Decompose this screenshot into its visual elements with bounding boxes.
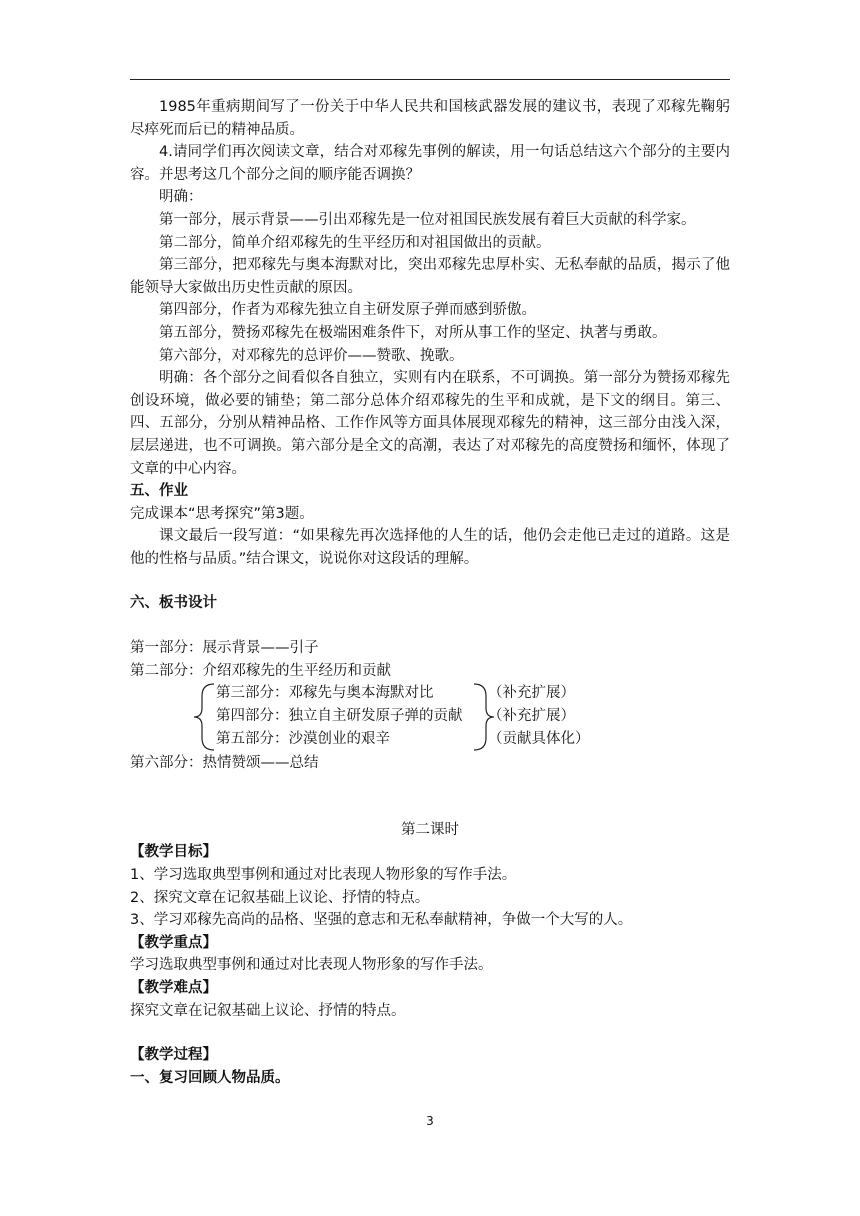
- question-4: 4.请同学们再次阅读文章，结合对邓稼先事例的解读，用一句话总结这六个部分的主要内容。并思考这几个部分之间的顺序能否调换？: [130, 144, 730, 183]
- board-group: [130, 682, 730, 774]
- difficulty-heading: 【教学难点】: [130, 980, 217, 996]
- key-heading: 【教学重点】: [130, 934, 217, 951]
- left-brace-icon: [194, 684, 214, 750]
- goal-1: 1、学习选取典型事例和通过对比表现人物形象的写作手法。: [130, 867, 517, 884]
- document-body: [130, 96, 730, 1089]
- difficulty-text: 探究文章在记叙基础上议论、抒情的特点。: [130, 1002, 406, 1019]
- process-heading: 【教学过程】: [130, 1047, 217, 1064]
- homework-heading: 五、作业: [130, 483, 188, 500]
- part-summary-1: 第一部分，展示背景——引出邓稼先是一位对祖国民族发展有着巨大贡献的科学家。: [159, 211, 696, 228]
- goal-2: 2、探究文章在记叙基础上议论、抒情的特点。: [130, 889, 430, 906]
- board-heading: 六、板书设计: [130, 595, 217, 612]
- page-number: 3: [426, 1114, 434, 1128]
- board-note-3: （补充扩展）: [488, 685, 575, 702]
- homework-line-2: 课文最后一段写道：“如果稼先再次选择他的人生的话，他仍会走他已走过的道路。这是他的性格与品质。”结合课文，说说你对这段话的理解。: [130, 528, 730, 567]
- key-text: 学习选取典型事例和通过对比表现人物形象的写作手法。: [130, 957, 493, 974]
- part-summary-6: 第六部分，对邓稼先的总评价——赞歌、挽歌。: [159, 347, 464, 364]
- part-summary-2: 第二部分，简单介绍邓稼先的生平经历和对祖国做出的贡献。: [159, 234, 551, 251]
- board-note-5: （贡献具体化）: [488, 731, 590, 748]
- board-part-3: 第三部分：邓稼先与奥本海默对比: [216, 685, 434, 702]
- part-summary-3: 第三部分，把邓稼先与奥本海默对比，突出邓稼先忠厚朴实、无私奉献的品质，揭示了他能领导大家做出历史性贡献的原因。: [130, 257, 730, 296]
- part-summary-4: 第四部分，作者为邓稼先独立自主研发原子弹而感到骄傲。: [159, 302, 536, 319]
- board-part-2: 第二部分：介绍邓稼先的生平经历和贡献: [130, 662, 391, 679]
- clarify-paragraph: 明确：各个部分之间看似各自独立，实则有内在联系，不可调换。第一部分为赞扬邓稼先创设环境，做必要的铺垫；第二部分总体介绍邓稼先的生平和成就，是下文的纲目。第三、四、五部分，分别从精神品格、工作作风等方面具体展现邓稼先的精神，这三部分由浅入深，层层递进，也不可调换。第六部分是全文的高潮，表达了对邓稼先的高度赞扬和缅怀，体现了文章的中心内容。: [130, 370, 730, 477]
- lesson2-title: 第二课时: [401, 821, 459, 838]
- board-part-4: 第四部分：独立自主研发原子弹的贡献: [216, 708, 463, 725]
- homework-line-1: 完成课本“思考探究”第3题。: [130, 505, 314, 522]
- header-rule: [130, 79, 730, 80]
- board-note-4: （补充扩展）: [488, 708, 575, 725]
- goal-3: 3、学习邓稼先高尚的品格、坚强的意志和无私奉献精神，争做一个大写的人。: [130, 912, 633, 929]
- board-part-1: 第一部分：展示背景——引子: [130, 640, 319, 657]
- process-step-1: 一、复习回顾人物品质。: [130, 1069, 290, 1086]
- part-summary-5: 第五部分，赞扬邓稼先在极端困难条件下，对所从事工作的坚定、执著与勇敢。: [159, 324, 667, 341]
- board-part-6: 第六部分：热情赞颂——总结: [130, 755, 319, 772]
- paragraph-1985: 1985年重病期间写了一份关于中华人民共和国核武器发展的建议书，表现了邓稼先鞠躬尽瘁死而后已的精神品质。: [130, 99, 730, 138]
- board-part-5: 第五部分：沙漠创业的艰辛: [216, 731, 390, 748]
- goals-heading: 【教学目标】: [130, 844, 217, 861]
- clarify-label: 明确：: [159, 189, 203, 206]
